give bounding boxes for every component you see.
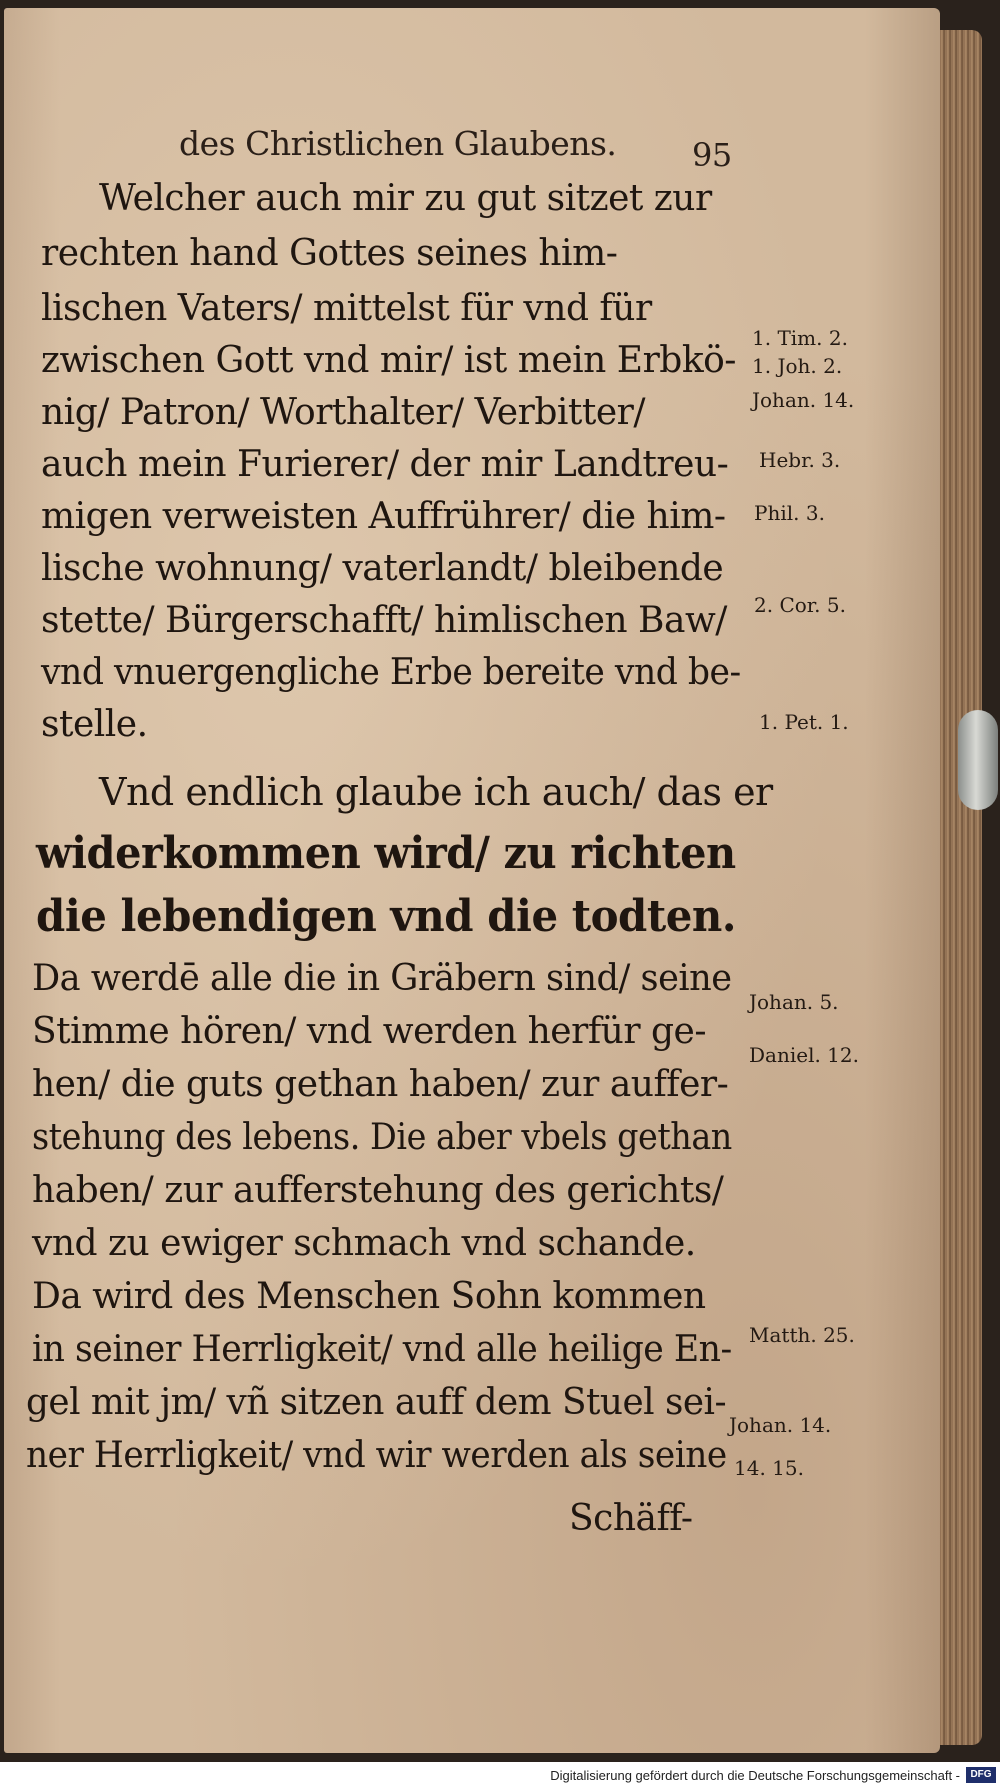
marginal-reference: 1. Pet. 1. [759, 710, 849, 734]
text-line: haben/ zur aufferstehung des gerichts/ [32, 1170, 724, 1211]
text-line: auch mein Furierer/ der mir Landtreu- [41, 444, 729, 485]
funding-credit: Digitalisierung gefördert durch die Deutsche Forschungsgemeinschaft - [550, 1768, 960, 1783]
text-line: nig/ Patron/ Worthalter/ Verbitter/ [41, 392, 645, 433]
running-head: des Christlichen Glaubens. [179, 124, 617, 163]
text-line: vnd vnuergengliche Erbe bereite vnd be- [41, 652, 741, 693]
text-line: hen/ die guts gethan haben/ zur auffer- [32, 1064, 729, 1105]
text-line: rechten hand Gottes seines him- [41, 233, 618, 274]
marginal-reference: Daniel. 12. [749, 1043, 859, 1067]
marginal-reference: Johan. 14. [729, 1413, 832, 1437]
marginal-reference: Hebr. 3. [759, 448, 841, 472]
text-line: stehung des lebens. Die aber vbels gethan [32, 1117, 732, 1158]
text-line: Stimme hören/ vnd werden herfür ge- [32, 1011, 706, 1052]
book-page [4, 8, 940, 1753]
page-number: 95 [692, 136, 732, 174]
text-line: Da werdē alle die in Gräbern sind/ seine [32, 958, 732, 999]
text-line: Welcher auch mir zu gut sitzet zur [99, 178, 712, 219]
text-line: stette/ Bürgerschafft/ himlischen Baw/ [41, 600, 727, 641]
text-line: lischen Vaters/ mittelst für vnd für [41, 288, 652, 329]
text-line: zwischen Gott vnd mir/ ist mein Erbkö- [41, 340, 736, 381]
page-edge [940, 30, 982, 1745]
text-line: in seiner Herrligkeit/ vnd alle heilige En- [32, 1329, 732, 1370]
marginal-reference: Matth. 25. [749, 1323, 855, 1347]
marginal-reference: 1. Tim. 2. [752, 326, 848, 350]
text-line: lische wohnung/ vaterlandt/ bleibende [41, 548, 724, 589]
text-line: migen verweisten Auffrührer/ die him- [41, 496, 726, 537]
book-clasp [958, 710, 998, 810]
lead-line: Vnd endlich glaube ich auch/ das er [99, 770, 773, 814]
marginal-reference: 1. Joh. 2. [752, 354, 843, 378]
digitization-footer [0, 1762, 1000, 1790]
marginal-reference: 14. 15. [734, 1456, 804, 1480]
catchword: Schäff- [569, 1498, 693, 1539]
text-line: stelle. [41, 704, 148, 745]
lead-line: die lebendigen vnd die todten. [36, 891, 737, 942]
text-line: ner Herrligkeit/ vnd wir werden als seine [26, 1435, 727, 1476]
text-line: Da wird des Menschen Sohn kommen [32, 1276, 706, 1317]
marginal-reference: Phil. 3. [754, 501, 825, 525]
marginal-reference: Johan. 14. [752, 388, 855, 412]
dfg-logo-icon: DFG [966, 1767, 996, 1783]
lead-line: widerkommen wird/ zu richten [36, 828, 736, 879]
text-line: vnd zu ewiger schmach vnd schande. [32, 1223, 696, 1264]
text-line: gel mit jm/ vñ sitzen auff dem Stuel sei- [26, 1382, 727, 1423]
marginal-reference: Johan. 5. [749, 990, 839, 1014]
marginal-reference: 2. Cor. 5. [754, 593, 846, 617]
